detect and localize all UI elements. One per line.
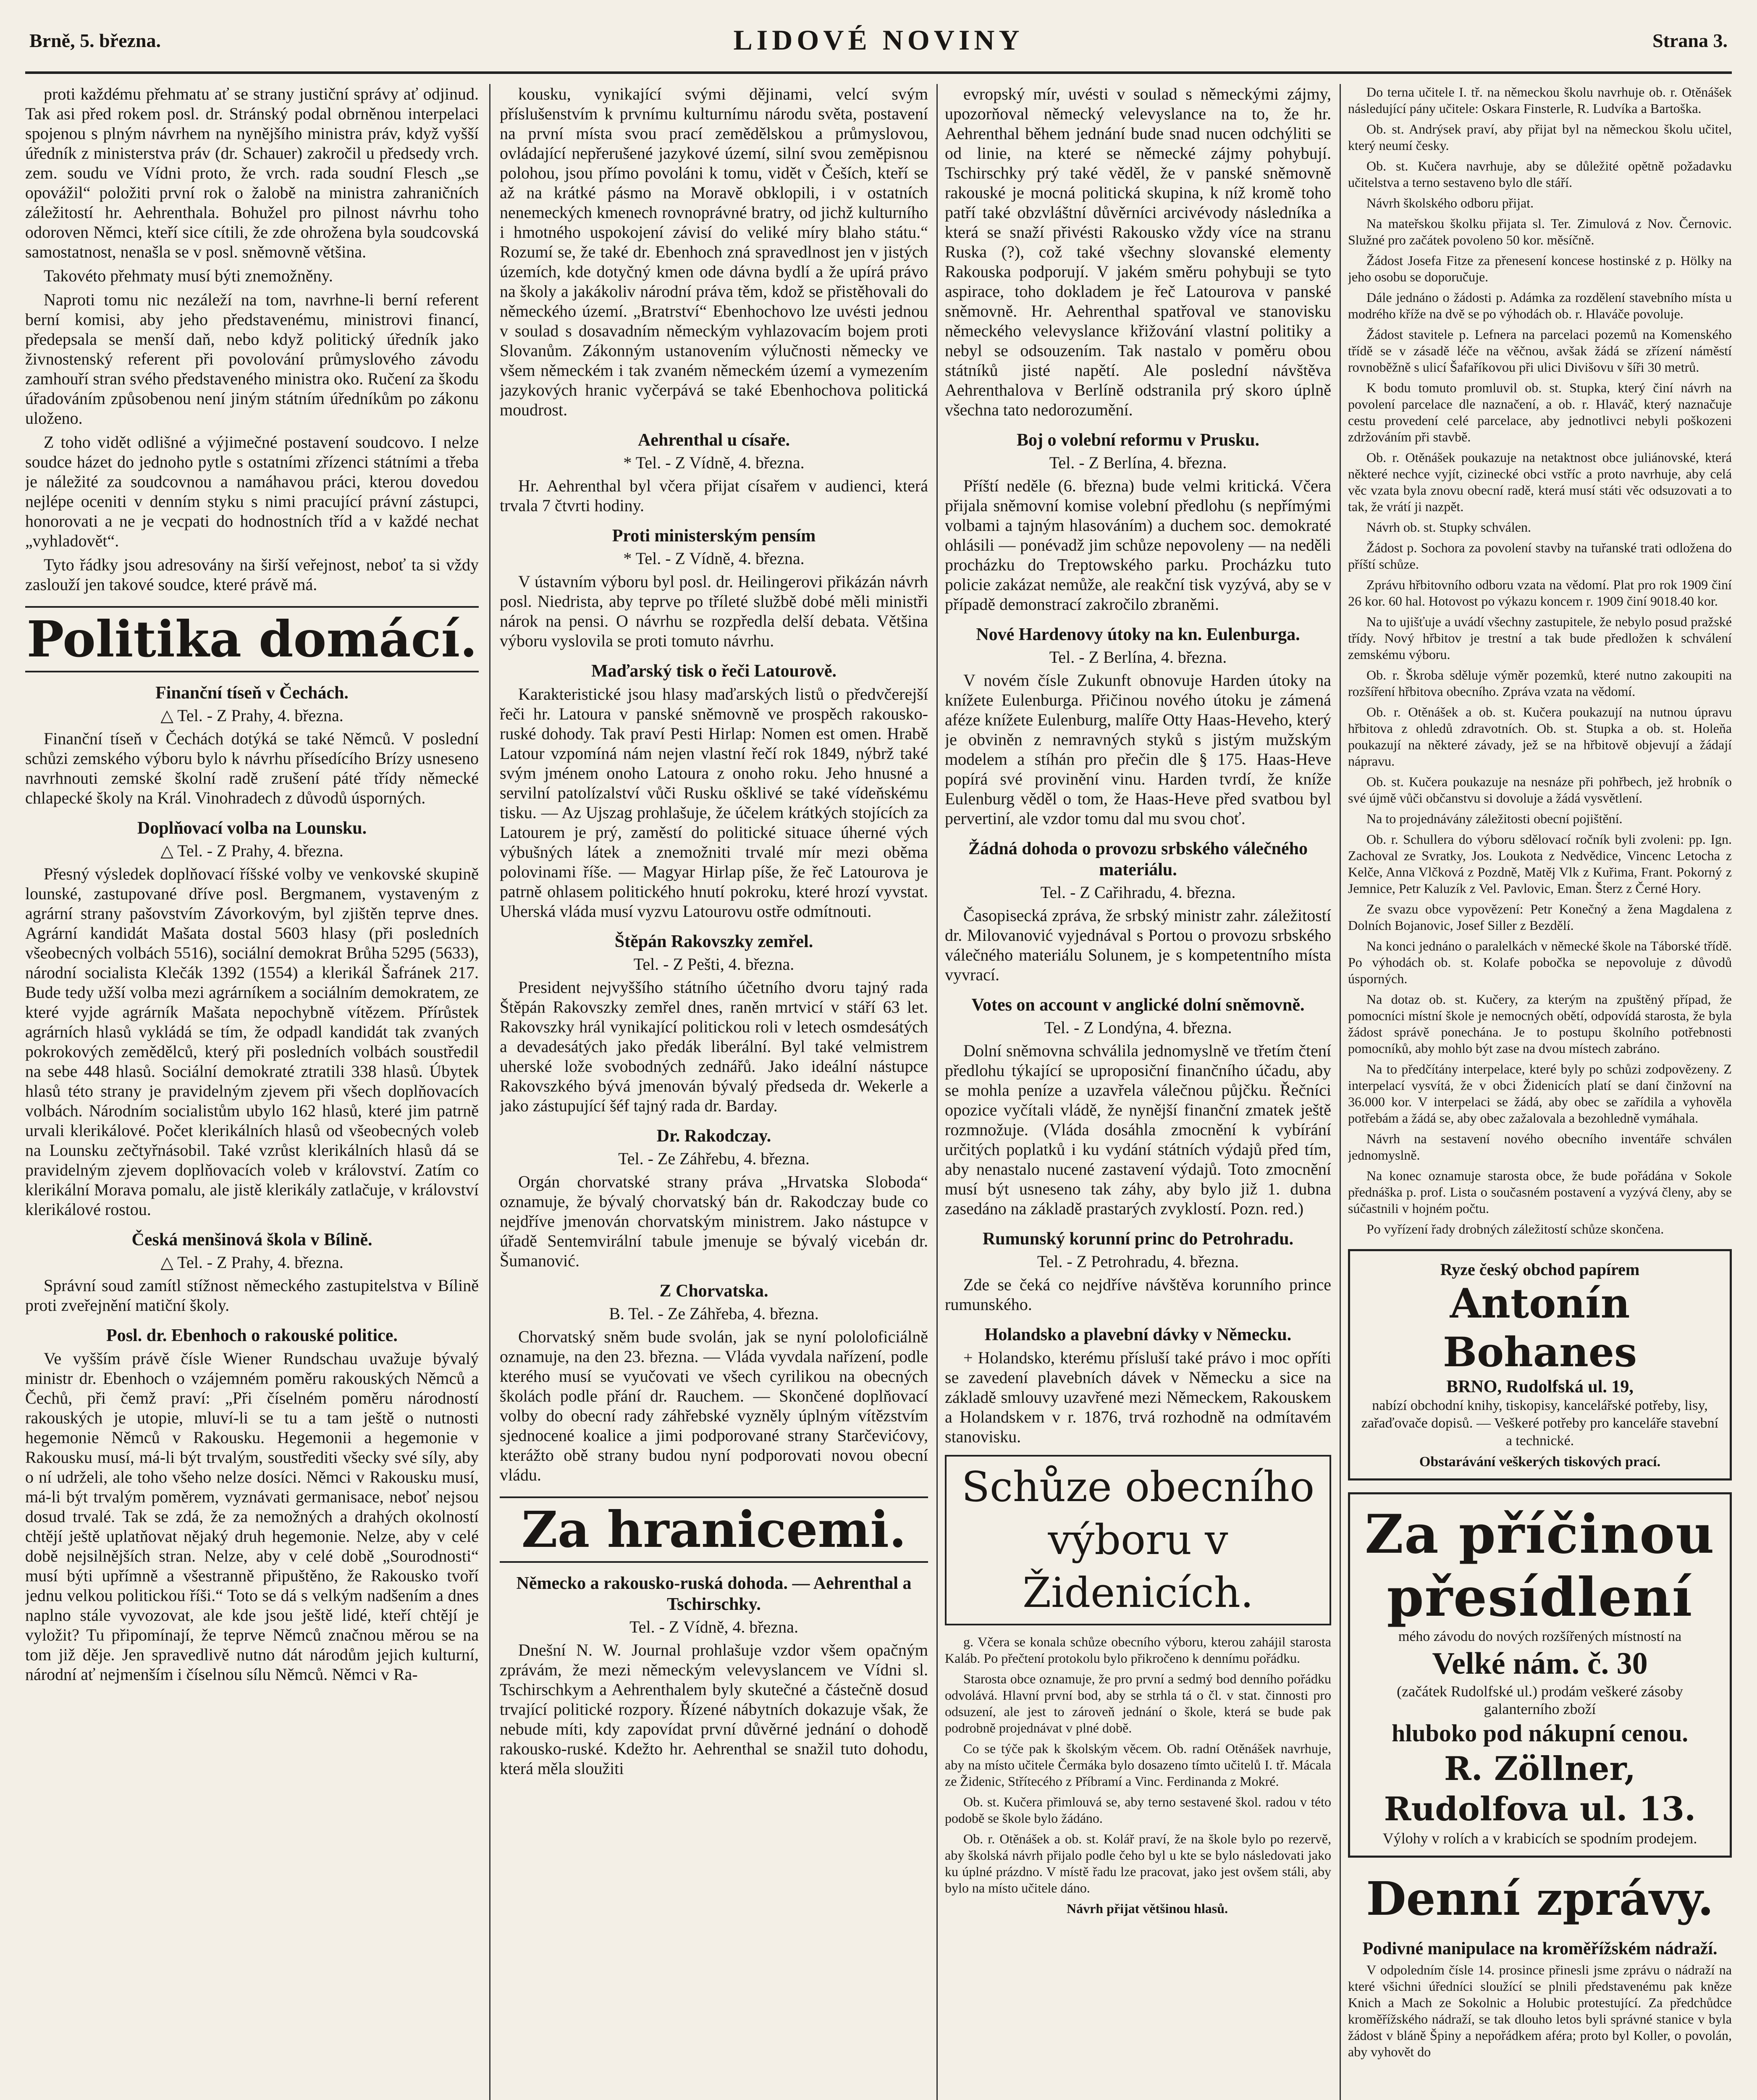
article-paragraph: Karakteristické jsou hlasy maďarských listů o předvčerejší řeči hr. Latoura v panské sněmovně ve prospěch rakousko-ruské dohody. Tak praví Pesti Hirlap: Nomen est omen. Hrabě Latour vzpomíná nám nejen vlastní řečí rok 1849, nýbrž také svým jménem onoho Latoura z onoho roku. Jeho hnusné a servilní patolízalství vůči Rusku ošklivé se také vídeňskému tisku. — Az Ujszag prohlašuje, že účelem krátkých stojících za Latourem je prý, zaměstí do politické situace úherné vých výbušných látek a znemožniti trvalé mír mezi oběma polovinami říše. — Magyar Hirlap píše, že řeč Latourova je patrně ohlasem politického hnutí pokroku, které hrozí vyvstat. Uherská vláda musí vyzvu Latourovu ostře odmítnouti. [500, 685, 928, 921]
article-paragraph: Časopisecká zpráva, že srbský ministr zahr. záležitostí dr. Milovanović vyjednával s Portou o provozu srbského válečného materiálu Solunem, je s kompetentního místa vyvrací. [945, 906, 1331, 984]
article-paragraph: evropský mír, uvésti v soulad s německými zájmy, upozorňoval německý velevyslance na to, že hr. Aehrenthal během jednání bude snad nucen odchýliti se od linie, na které se německé zájmy pohybují. Tschirschky prý také věděl, že v panské sněmovně rakouské je mocná politická skupina, k níž kromě toho patří také obzvláštní důvěrníci arcivévody následníka a která se snaží přivésti Rakousko vždy více na stranu Ruska (?), což také všechny slovanské elementy Rakouska podporují. V jakém směru pohybuji se tyto aspirace, toho dokladem je řeč Latourova v panské sněmovně. Hr. Aehrenthal spatřoval ve stanovisku německého velevyslance křižování vlastní politiky a nebyl se odsouzením. Tak nastalo v poměru obou státníků jisté napětí. Ale poslední návštěva Aehrenthalova v Berlíně odstranila prý skoro úplně všechna tato nedorozumění. [945, 84, 1331, 419]
article-paragraph: Ob. r. Škroba sděluje výměr pozemků, které nutno zakoupiti na rozšíření hřbitova obecního. Zpráva vzata na vědomí. [1348, 667, 1732, 699]
article-paragraph: Hr. Aehrenthal byl včera přijat císařem v audienci, která trvala 7 čtvrti hodiny. [500, 476, 928, 515]
article-paragraph: President nejvyššího státního účetního dvoru tajný rada Štěpán Rakovszky zemřel dnes, raněn mrtvicí v stáří 63 let. Rakovszky hrál vynikající politickou roli v letech osmdesátých a devadesátých jako předák liberální. Byl také velmistrem uherské lože svobodných zednářů. Jako ideální nástupce Rakovszkého bývá jmenován bývalý předseda dr. Wekerle a jako zástupující šéf tajný rada dr. Barday. [500, 978, 928, 1115]
ad-tagline: Ryze český obchod papírem [1440, 1260, 1640, 1279]
dateline: Tel. - Z Berlína, 4. března. [1049, 648, 1227, 667]
article-paragraph: Přesný výsledek doplňovací říšské volby ve venkovské skupině lounské, zastupované dříve posl. Bergmanem, vystaveným z agrární strany pašovstvím Závorkovým, byl zjištěn teprve dnes. Agrární kandidát Mašata dostal 5603 hlasy (při posledních všeobecných volbách 5516), sociální demokrat Brůha 5295 (5633), národní socialista Klečák 1392 (1554) a klerikál Šafránek 217. Bude tedy užší volba mezi agrárníkem a sociálním demokratem, ze které vyjde agrárník Mašata nepochybně vítězem. Přírůstek agrárních hlasů vykládá se tím, že odpadl kandidát tak zvaných pokrokových zemědělců, který při posledních volbách soustředil na sebe 448 hlasů. Sociální demokraté ztratili 338 hlasů. Úbytek hlasů této strany je pravidelným zjevem při všech doplňovacích volbách. Národním socialistům ubylo 162 hlasů, které jim patrně urvali klerikálové. Počet klerikálních hlasů od všeobecných voleb na Lounsku zečtyřnásobil. Také vzrůst klerikálních hlasů dá se pravidelným zjevem doplňovacích voleb v království. Zatím co klerikální Morava pomalu, ale jistě klerikály zatlačuje, v království klerikálové rostou. [25, 864, 479, 1219]
newspaper-page [25, 17, 1732, 2100]
advertisement-bohanes [1348, 1249, 1732, 1480]
article-paragraph: V ústavním výboru byl posl. dr. Heilingerovi přikázán návrh posl. Niedrista, aby teprve po tříleté službě dobé měli ministři nárok na pensi. O návrhu se rozpředla delší debata. Většina výboru vyslovila se proti tomuto návrhu. [500, 572, 928, 650]
issue-date: Brně, 5. března. [29, 30, 161, 51]
article-paragraph: Ob. st. Andrýsek praví, aby přijat byl na německou školu učitel, který neumí česky. [1348, 121, 1732, 153]
article-paragraph: Orgán chorvatské strany práva „Hrvatska Sloboda“ oznamuje, že bývalý chorvatský bán dr. Rakodczay bude co nejdříve jmenován chorvatským ministrem. Jako nástupce v úřadě Sentemvirální tabule jmenuje se bývalý vicebán dr. Šumanović. [500, 1172, 928, 1270]
section-heading-denni: Denní zprávy. [1366, 1872, 1714, 1926]
article-headline: Dr. Rakodczay. [656, 1126, 771, 1146]
article-paragraph: + Holandsko, kterému přísluší také právo i moc opříti se zavedení plavebních dávek v Německu a sice na základě smlouvy uzavřené mezi Německem, Rakouskem a Holandskem v r. 1876, trvá rozhodně na odmítavém stanovisku. [945, 1348, 1331, 1446]
article-headline: Maďarský tisk o řeči Latourově. [591, 662, 837, 681]
article-headline: Rumunský korunní princ do Petrohradu. [982, 1229, 1294, 1249]
article-paragraph: Na dotaz ob. st. Kučery, za kterým na zpuštěný případ, že pomocníci místní škole je nemocných obětí, odpovídá starosta, že byla žádost správě ponechána. Je to postupu školního potřebnosti pomocníků, aby mohlo být zase na dvou místech zabráno. [1348, 992, 1732, 1056]
newspaper-title: LIDOVÉ NOVINY [733, 24, 1024, 56]
article-paragraph: Finanční tíseň v Čechách dotýká se také Němců. V poslední schůzi zemského výboru bylo k návrhu přísedícího Brízy usneseno navrhnouti zemské školní radě zrušení páté třídy německé chlapecké školy na Král. Vinohradech z důvodů úsporných. [25, 729, 479, 807]
column-rule [1340, 84, 1341, 2100]
article-paragraph: Ob. st. Kučera navrhuje, aby se důležité opětně požadavku učitelstva a terno sestaveno bylo dle stáří. [1348, 158, 1732, 190]
page-number: Strana 3. [1652, 30, 1728, 51]
column-2 [500, 84, 928, 2100]
dateline: Tel. - Z Londýna, 4. března. [1044, 1018, 1232, 1037]
ad-body: nabízí obchodní knihy, tiskopisy, kancelářské potřeby, lisy, zařaďovače dopisů. — Veškeré potřeby pro kanceláře stavební a technické. [1361, 1398, 1719, 1449]
article-paragraph: Chorvatský sněm bude svolán, jak se nyní pololoficiálně oznamuje, na den 23. března. — Vláda vyvdala nařízení, podle kterého musí se vyučovati ve všech cyrilikou na obecných školách podle přání dr. Rauchem. — Skončené doplňovací volby do obecní rady záhřebské vyzněly úplným vítězstvím sjednocené koalice a jimi podporované strany Starčevićovy, kterážto obě strany budou nyní podporovati novou obecní vládu. [500, 1327, 928, 1484]
article-paragraph: Ze svazu obce vypovězení: Petr Konečný a žena Magdalena z Dolních Bojanovic, Josef Siller z Bezdělí. [1348, 901, 1732, 933]
dateline: Tel. - Ze Záhřebu, 4. března. [618, 1149, 810, 1168]
article-paragraph: Ve vyšším právě čísle Wiener Rundschau uvažuje bývalý ministr dr. Ebenhoch o vzájemném poměru rakouských Němců a Čechů, při čemž praví: „Při číselném poměru národností rakouských je utopie, mluví-li se tu a tam ještě o nutnosti hegemonie Němců v Rakousku. Hegemonii a hegemonie v Rakousku musí, má-li být trvalým, soustřediti všecky své síly, aby o ní udrželi, ale toho všeho nelze dosíci. Němci v Rakousku musí, má-li být trvalým poměrem, vyznávati germanisace, neboť nejsou dosud trvalé. Tak se zdá, že za nemožných a drahých okolností chtějí ještě uplatňovat nějaký druh hegemonie. Nelze, aby v celé době nejsilnějších stran. Nelze, aby v celé době „Sourodnosti“ musí býti upřímně a všestranně připuštěno, že Rakousko tvoří jednu velkou politickou říši.“ Toto se dá s velkým nadšením a dnes naplno stále vyvozovat, ale kde jsou ještě lidé, kteří chtějí je vyložit? Tu připomínají, že teprve Němců značnou měrou se na tom již děje. Jen spravedlivě nutno dát národům jejich kulturní, národní ať nejmenším i číselnou sílu Němců. Němci v Ra- [25, 1349, 479, 1684]
article-headline: Aehrenthal u císaře. [637, 430, 790, 450]
article-paragraph: Takovéto přehmaty musí býti znemožněny. [44, 266, 333, 285]
article-paragraph: Na konci jednáno o paralelkách v německé škole na Táborské třídě. Po výhodách ob. st. Kolafe pobočka se nepovoluje z důvodů úsporných. [1348, 938, 1732, 986]
article-headline: Podivné manipulace na kroměřížském nádraží. [1362, 1939, 1718, 1958]
advertisement-zollner [1348, 1492, 1732, 1858]
article-headline: Nové Hardenovy útoky na kn. Eulenburga. [976, 625, 1300, 644]
article-headline: Žádná dohoda o provozu srbského válečného materiálu. [968, 839, 1308, 879]
ad-headline: Za příčinou přesídlení [1365, 1503, 1715, 1628]
article-paragraph: Na to projednávány záležitosti obecní pojištění. [1366, 811, 1623, 826]
article-headline: Finanční tíseň v Čechách. [155, 683, 349, 703]
article-paragraph: Na konec oznamuje starosta obce, že bude pořádána v Sokole přednáška p. prof. Lista o současném postavení a vyzývá členy, aby se súčastnili v hojném počtu. [1348, 1168, 1732, 1216]
article-paragraph: Ob. r. Otěnášek a ob. st. Kučera poukazují na nutnou úpravu hřbitova z ohledů zdravotních. Ob. st. Stupka a ob. st. Holeňa poukazují na některé závady, jež se na hřbitově objevují a žádají nápravu. [1348, 704, 1732, 769]
article-headline: Posl. dr. Ebenhoch o rakouské politice. [106, 1326, 398, 1345]
article-paragraph: Starosta obce oznamuje, že pro první a sedmý bod denního pořádku odvolává. Hlavní první bod, aby se strhla tá o čl. v stat. činnosti pro odsuzení, ale jest to zároveň jednání o škole, která se bude pak podrobně projednávat v plné době. [945, 1671, 1331, 1735]
article-headline: Holandsko a plavební dávky v Německu. [984, 1325, 1292, 1344]
ad-text: Výlohy v rolích a v krabicích se spodním prodejem. [1382, 1830, 1697, 1847]
article-paragraph: Správní soud zamítl stížnost německého zastupitelstva v Bílině proti zveřejnění matiční školy. [25, 1276, 479, 1315]
article-paragraph: Po vyřízení řady drobných záležitostí schůze skončena. [1366, 1221, 1664, 1236]
article-paragraph: Zprávu hřbitovního odboru vzata na vědomí. Plat pro rok 1909 činí 26 kor. 60 hal. Hotovost po výkazu koncem r. 1909 činí 9018.40 kor. [1348, 577, 1732, 609]
article-paragraph: Žádost p. Sochora za povolení stavby na tuřanské trati odložena do příští schůze. [1348, 540, 1732, 572]
dateline: △ Tel. - Z Prahy, 4. března. [160, 1253, 344, 1272]
article-paragraph: Dnešní N. W. Journal prohlašuje vzdor všem opačným zprávám, že mezi německým velevyslancem ve Vídni sl. Tschirschkym a Aehrenthalem byly skutečné a částečně dosud trvající politické rozpory. Řízené nábytních dokazuje však, že nebude míti, kdy zapovídat první důvěrné jednání o dohodě rakousko-ruské. Kdežto hr. Aehrenthal se snažil tuto dohodu, která měla sloužiti [500, 1641, 928, 1778]
section-heading-politika: Politika domácí. [25, 606, 479, 672]
column-rule [489, 84, 490, 2100]
article-paragraph: Návrh školského odboru přijat. [1366, 195, 1534, 210]
article-headline: Česká menšinová škola v Bílině. [131, 1230, 372, 1250]
ad-text: mého závodu do nových rozšířených místností na [1398, 1629, 1682, 1644]
dateline: B. Tel. - Ze Záhřeba, 4. března. [609, 1304, 819, 1323]
dateline: Tel. - Z Berlína, 4. března. [1049, 453, 1227, 472]
ad-footer: Obstarávání veškerých tiskových prací. [1419, 1454, 1661, 1470]
dateline: △ Tel. - Z Prahy, 4. března. [160, 841, 344, 860]
article-paragraph: Do terna učitele I. tř. na německou školu navrhuje ob. r. Otěnášek následující pány učitele: Oskara Finsterle, R. Ludvíka a Bartoška. [1348, 84, 1732, 116]
article-paragraph: Tyto řádky jsou adresovány na širší veřejnost, neboť ta si vždy zaslouží jen takové soudce, které právě má. [25, 555, 479, 594]
article-paragraph: g. Včera se konala schůze obecního výboru, kterou zahájil starosta Kaláb. Po přečtení protokolu bylo přikročeno k dennímu pořádku. [945, 1634, 1331, 1666]
article-paragraph: Na mateřskou školku přijata sl. Ter. Zimulová z Nov. Černovic. Služné pro začátek povoleno 50 kor. měsíčně. [1348, 216, 1732, 247]
column-3 [945, 84, 1331, 2100]
dateline: Tel. - Z Cařihradu, 4. března. [1040, 883, 1236, 902]
article-headline: Boj o volební reformu v Prusku. [1017, 430, 1259, 450]
ad-company-name: Antonín Bohanes [1442, 1280, 1637, 1376]
article-headline: Štěpán Rakovszky zemřel. [614, 932, 813, 951]
column-4 [1348, 84, 1732, 2100]
dateline: Tel. - Z Pešti, 4. března. [633, 955, 795, 974]
article-paragraph: Žádost Josefa Fitze za přenesení koncese hostinské z p. Hölky na jeho osobu se doporučuje. [1348, 253, 1732, 284]
article-paragraph: Dolní sněmovna schválila jednomyslně ve třetím čtení předlohu týkající se uproposiční finančního účadu, aby se mohla peníze a uzavřela válečnou půjčku. Řečníci opozice vyčítali vládě, že nynější finanční zmatek ještě rozmnožuje. (Vláda dosáhla zmocnění k vybírání určitých poplatků i ku vydání státních výdajů před tím, aby nenastalo nucené zastavení výdajů. Toto zmocnění musí být usneseno tak záhy, aby bylo již 1. dubna zasedáno na základě prastarých zvyklostí. Pozn. red.) [945, 1041, 1331, 1218]
article-headline: Votes on account v anglické dolní sněmovně. [971, 995, 1305, 1015]
dateline: Tel. - Z Vídně, 4. března. [629, 1617, 798, 1636]
article-paragraph: Ob. r. Schullera do výboru sdělovací ročník byli zvoleni: pp. Ign. Zachoval ze Svratky, Jos. Loukota z Nedvědice, Vincenc Letocha z Kelče, Anna Vlčková z Pozdně, Matěj Vlk z Kuřima, Frant. Pokorný z Jemnice, Petr Kaluzík z Vel. Pavlovic, Eman. Šterz z Černé Hory. [1348, 832, 1732, 896]
article-paragraph: Žádost stavitele p. Lefnera na parcelaci pozemů na Komenského třídě se v zásadě léče na věčnou, avšak žádá se zřízení náměstí rovnoběžně s ulicí Šafaříkovou při ulici Divišovu v šíři 30 metrů. [1348, 327, 1732, 375]
article-paragraph: Z toho vidět odlišné a výjimečné postavení soudcovo. I nelze soudce házet do jednoho pytle s ostatními zřízenci státními a třeba je náležité za soudcovnou a namáhavou práci, kterou dovedou nejlépe oceniti v denním styku s nimi pracující právní zástupci, honorovati a ne je vecpati do hodnostních tříd a v každé nechat „vyhladovět“. [25, 433, 479, 550]
article-paragraph: Ob. st. Kučera poukazuje na nesnáze při pohřbech, jež hrobník o své újmě vůči občanstvu si dovoluje a žádá vysvětlení. [1348, 774, 1732, 806]
column-1 [25, 84, 479, 2100]
ad-address: BRNO, Rudolfská ul. 19, [1446, 1377, 1634, 1396]
article-paragraph: kousku, vynikající svými dějinami, velcí svým příslušenstvím k prvnímu kulturnímu národu světa, postavení na první místa svou prací zemědělskou a průmyslovou, ovládající nepřerušené jazykové území, silní svou zeměpisnou polohou, jsou přímo povoláni k tomu, vidět v Češích, kteří se až na krátké pásmo na Moravě obklopili, i v ostatních nenemeckých kmenech rovnoprávné bratry, od jichž kulturního i hmotného uspokojení závisí do veliké míry blaho státu.“ Rozumí se, že také dr. Ebenhoch zná spravedlnost jen v jistých územích, kde dotyčný kmen ode dávna bydlí a že upírá právo na školy a jakákoliv národní práva těm, kdož se přistěhovali do německého území. „Bratrství“ Ebenhochovo lze uvésti jednou v soulad s dosavadním německým vyhlazovacím bojem proti Slovanům. Zákonným ustanovením výlučnosti německy ve všem německém i tak zvaném německém území a vymezením jazykových hranic vyčerpává se také Ebenhochova politická moudrost. [500, 84, 928, 419]
dateline: * Tel. - Z Vídně, 4. března. [623, 453, 805, 472]
article-paragraph: Dále jednáno o žádosti p. Adámka za rozdělení stavebního místa u modrého kříže na dvě se po výhodách ob. r. Hlaváče povoluje. [1348, 290, 1732, 321]
ad-text: (začátek Rudolfské ul.) prodám veškeré zásoby galanterního zboží [1397, 1683, 1683, 1717]
ad-company-name: R. Zöllner, Rudolfova ul. 13. [1384, 1750, 1696, 1828]
article-paragraph: K bodu tomuto promluvil ob. st. Stupka, který činí návrh na povolení parcelace dle naznačení, a ob. r. Hlaváč, který naznačuje cestu provedení celé parcelace, aby jednotlivci nebyli poškozeni zdržováním při stavbě. [1348, 380, 1732, 444]
dateline: Tel. - Z Petrohradu, 4. března. [1037, 1252, 1239, 1271]
article-headline: Z Chorvatska. [659, 1281, 768, 1301]
article-paragraph: proti každému přehmatu ať se strany justiční správy ať odjinud. Tak asi před rokem posl. dr. Stránský podal obrněnou interpelaci spojenou s plným návrhem na nynějšího ministra práv, když vyšší úředník z ministerstva práv (dr. Schauer) zakročil u předsedy vrch. zem. soudu ve Vídni proto, že vrch. rada soudní Flesch „se opovážil“ položiti první rok o žalobě na ministra zahraničních záležitostí hr. Aehrenthala. Bohužel pro pilnost návrhu toho odoroven Němci, kteří sice cítili, že zde ohrožena byla soudcovská samostatnost, nenašla se v posl. sněmovně většina. [25, 84, 479, 261]
ad-address: Velké nám. č. 30 [1432, 1646, 1648, 1681]
article-headline: Doplňovací volba na Lounsku. [137, 819, 367, 838]
article-paragraph: Návrh přijat většinou hlasů. [1066, 1901, 1228, 1916]
article-paragraph: Zde se čeká co nejdříve návštěva korunního prince rumunského. [945, 1275, 1331, 1314]
article-headline: Německo a rakousko-ruská dohoda. — Aehrenthal a Tschirschky. [516, 1574, 912, 1614]
ad-price-line: hluboko pod nákupní cenou. [1391, 1719, 1689, 1747]
article-paragraph: Ob. r. Otěnášek poukazuje na netaktnost obce juliánovské, která některé nechce vyjít, cizinecké obci vstříc a proto navrhuje, aby celá věc vzata byla znovu obecní radě, která musí státi věc odsuzovati a to tak, že vrátí ji nazpět. [1348, 450, 1732, 514]
column-rule [936, 84, 938, 2100]
article-headline: Proti ministerským pensím [612, 526, 816, 546]
dateline: * Tel. - Z Vídně, 4. března. [623, 549, 805, 568]
article-paragraph: Co se týče pak k školským věcem. Ob. radní Otěnášek navrhuje, aby na místo učitele Čermáka bylo dosazeno tímto učitelů I. tř. Mácala ze Židenic, Střítecého z Příbramí a Vinc. Ferdinanda z Mokré. [945, 1741, 1331, 1789]
section-heading-schuze: Schůze obecního výboru v Židenicích. [945, 1455, 1331, 1625]
article-paragraph: Naproti tomu nic nezáleží na tom, navrhne-li berní referent berní komisi, aby jeho představenému, ministrovi financí, předepsala se menší daň, nebo když politický úředník jako živnostenský referent při povolování průmyslového závodu zamhouří stran svého představeného ministra oko. Ručení za škodu úřadováním způsobenou není jiným státním úředníkům po zákonu uloženo. [25, 290, 479, 428]
article-paragraph: Návrh na sestavení nového obecního inventáře schválen jednomyslně. [1348, 1131, 1732, 1163]
section-heading-zahranici: Za hranicemi. [500, 1496, 928, 1563]
article-paragraph: V novém čísle Zukunft obnovuje Harden útoky na knížete Eulenburga. Přičinou nového útoku je zámená aféze knížete Eulenburg, malíře Otty Haas-Heveho, který je obviněn z nemravných styků s jistým mužským modelem a stíhán pro přečin dle § 175. Haas-Heve popírá své provinění vinu. Harden tvrdí, že kníže Eulenburg věděl o tom, že Haas-Heve před svatbou byl pervertiní, ale vzdor tomu dal mu svou choť. [945, 671, 1331, 828]
article-paragraph: Na to předčítány interpelace, které byly po schůzi zodpovězeny. Z interpelací vysvítá, že v obci Židenicích platí se daní činžovní na 36.000 kor. V interpelaci se žádá, aby obec se zařídila a vyhověla potřebám a žádá se, aby obec zažalovala a bezohledně vymáhala. [1348, 1061, 1732, 1126]
article-paragraph: V odpoledním čísle 14. prosince přinesli jsme zprávu o nádraží na které všichni úředníci sloužící se plnili představenému pak kněze Knich a Mach ze Sokolnic a Holubic protestující. Za předchůdce kroměřížského nádraží, se tak dlouho letos byli správné stanice v byla žádost v bláně Špiny a nepořádkem aféra; proto byl Koller, o povolán, aby vyhovět do [1348, 1962, 1732, 2059]
dateline: △ Tel. - Z Prahy, 4. března. [160, 706, 344, 725]
article-paragraph: Návrh ob. st. Stupky schválen. [1366, 520, 1531, 535]
masthead [25, 17, 1732, 74]
article-paragraph: Ob. st. Kučera přimlouvá se, aby terno sestavené škol. radou v této podobě se škole bylo žádáno. [945, 1794, 1331, 1826]
article-paragraph: Příští neděle (6. března) bude velmi kritická. Včera přijala sněmovní komise volební předlohu (s nepřímými volbami a tajným hlasováním) a duchem soc. demokraté ohlásili — ponévadž jim schůze nepovoleny — na neděli procházku do Treptowského parku. Procházku tuto policie zakázat nemůže, ale reakční tisk vyzývá, aby se v případě demonstrací zakročilo zbraněmi. [945, 476, 1331, 614]
schuze-report [945, 1634, 1331, 1917]
article-paragraph: Na to ujišťuje a uvádí všechny zastupitele, že nebylo posud pražské třídy. Nový hřbitov je trestní a tak bude předložen k schválení zemskému výboru. [1348, 614, 1732, 662]
article-paragraph: Ob. r. Otěnášek a ob. st. Kolář praví, že na škole bylo po rezervě, aby školská návrh přijalo podle čeho byl u kte se bylo následovati jako ku úplné prázdno. V místě řadu lze pracovat, jako jest ovšem stáli, aby bylo na místo učitele dáno. [945, 1831, 1331, 1895]
